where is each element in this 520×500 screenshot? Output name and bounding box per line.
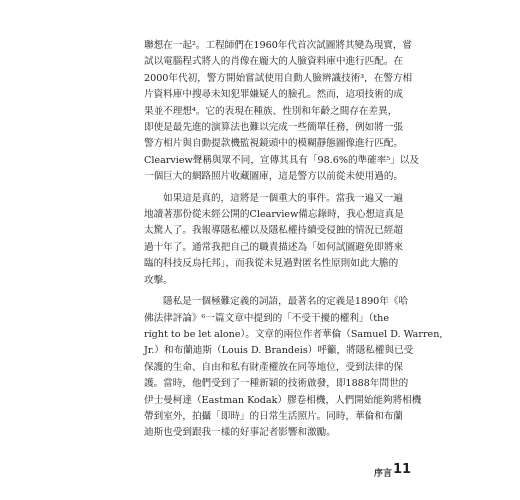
text-line: 迪斯也受到跟我一樣的好事記者影響和激勵。 [144,427,336,439]
text-line: right to be let alone）。文章的兩位作者華倫（Samuel D. Warren, [144,328,443,340]
text-line: 過十年了。通常我把自己的職責描述為「如何試圖避免即將來 [144,241,404,253]
text-line: 如果這是真的，這將是一個重大的事件。當我一遍又一遍 [163,192,403,204]
text-line: 護。當時，他們受到了一種新穎的技術啟發，即1888年問世的 [144,378,409,390]
text-line: 聯想在一起²。工程師們在1960年代首次試圖將其變為現實，嘗 [144,40,413,51]
text-line: 隱私是一個極難定義的詞語，最著名的定義是1890年《哈 [163,296,409,308]
page-number: 11 [393,462,412,477]
text-line: 警方相片與自動提款機監視鏡頭中的模糊靜態圖像進行匹配。 [144,138,404,150]
text-line: 伊士曼柯達（Eastman Kodak）膠卷相機，人們開始能夠將相機 [144,394,422,406]
page-footer [0,462,520,482]
paragraph-3 [144,294,443,442]
text-line: 攻擊。 [144,274,173,286]
text-line: 片資料庫中搜尋未知犯罪嫌疑人的臉孔。然而，這項技術的成 [144,89,404,101]
text-line: 即使是最先進的演算法也難以完成一些簡單任務，例如將一張 [144,122,404,134]
section-label: 序言 [374,469,393,479]
text-line: 2000年代初，警方開始嘗試使用自動人臉辨識技術³，在警方相 [144,72,413,84]
body-text [144,38,443,442]
text-line: 保護的生命、自由和私有財產權放在同等地位，受到法律的保 [144,361,404,373]
text-line: Jr.）和布蘭迪斯（Louis D. Brandeis）呼籲，將隱私權與已受 [144,345,414,357]
text-line: Clearview聲稱與眾不同，宣傳其具有「98.6%的準確率⁵」以及 [144,154,419,166]
text-line: 佛法律評論》⁶一篇文章中提到的「不受干擾的權利」（the [144,312,390,324]
text-line: 帶到室外，拍攝「即時」的日常生活照片。同時，華倫和布蘭 [144,410,404,422]
paragraph-1 [144,38,419,186]
text-line: 試以電腦程式將人的肖像在龐大的人臉資料庫中進行匹配。在 [144,56,404,68]
text-line: 果並不理想⁴。它的表現在種族、性別和年齡之間存在差異， [144,105,398,117]
text-line: 一個巨大的網路照片收藏圖庫，這是警方以前從未使用過的。 [144,171,404,183]
text-line: 太驚人了。我報導隱私權以及隱私權持續受侵蝕的情況已經超 [144,225,404,237]
paragraph-2 [144,191,406,289]
text-line: 臨的科技反烏托邦」，而我從未見過對匿名性原則如此大膽的 [144,258,399,270]
text-line: 地讀著那份從未經公開的Clearview備忘錄時，我心想這真是 [144,209,404,221]
